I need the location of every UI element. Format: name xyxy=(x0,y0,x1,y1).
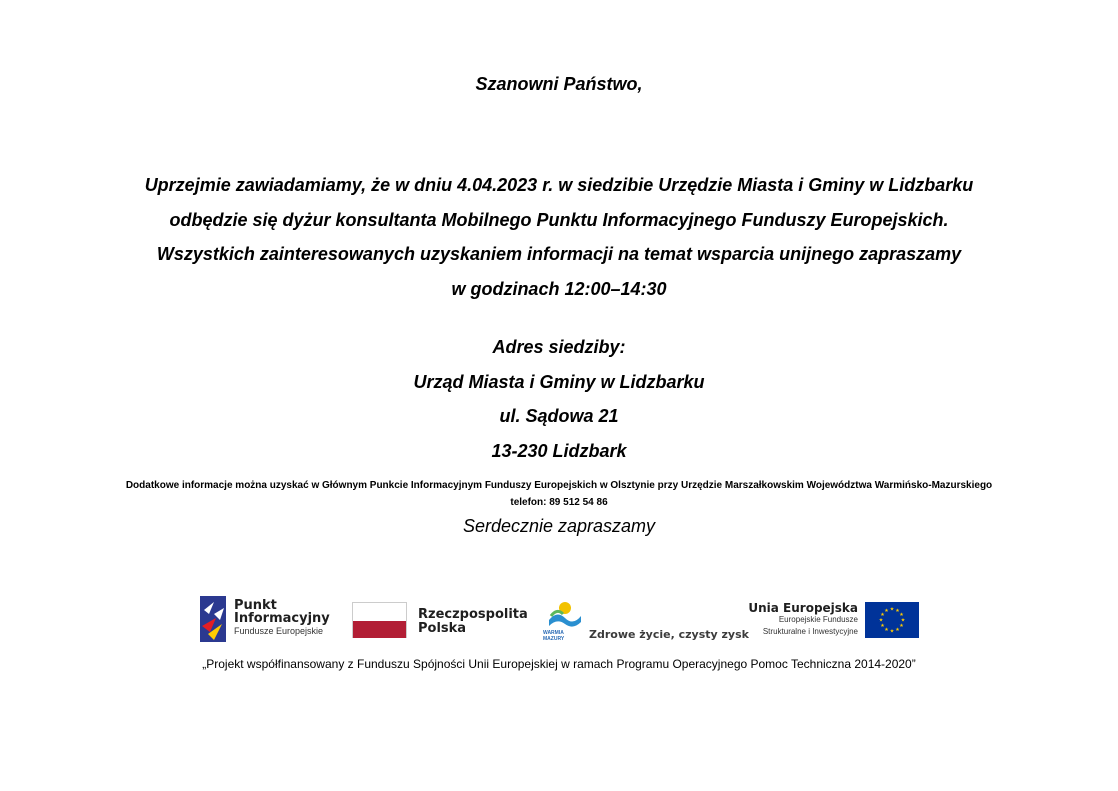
eu-star-icon: ★ xyxy=(899,612,904,619)
eu-star-icon: ★ xyxy=(900,617,906,624)
greeting: Szanowni Państwo, xyxy=(475,74,643,94)
eu-logo-line: Strukturalne i Inwestycyjne xyxy=(762,627,858,636)
mazury-label: MAZURY xyxy=(543,636,565,642)
announcement-line: Uprzejmie zawiadamiamy, że w dniu 4.04.2023 r. w siedzibie Urzędzie Miasta i Gminy w Lidzbarku xyxy=(144,175,974,195)
eu-star-icon: ★ xyxy=(895,608,900,615)
fe-star-icon xyxy=(200,596,228,642)
warmia-label: WARMIA xyxy=(543,630,564,636)
eu-star-icon: ★ xyxy=(878,617,884,624)
address-line: 13-230 Lidzbark xyxy=(491,440,627,461)
announcement-line: w godzinach 12:00–14:30 xyxy=(451,279,667,300)
eu-logo-line: Europejskie Fundusze xyxy=(778,615,858,624)
rp-logo-line: Rzeczpospolita xyxy=(418,607,528,622)
fe-logo-subtitle: Fundusze Europejskie xyxy=(234,626,324,636)
eu-star-icon: ★ xyxy=(895,627,900,634)
eu-star-icon: ★ xyxy=(880,612,885,619)
fe-logo xyxy=(200,596,335,644)
eu-star-icon: ★ xyxy=(889,628,895,635)
address-block xyxy=(0,330,1118,468)
eu-star-icon: ★ xyxy=(884,627,889,634)
eu-logo xyxy=(748,600,923,642)
warmia-mazury-logo xyxy=(543,600,749,644)
warmia-mazury-slogan: Zdrowe życie, czysty zysk xyxy=(589,628,749,641)
announcement-text xyxy=(0,168,1118,307)
additional-info: Dodatkowe informacje można uzyskać w Głównym Punkcie Informacyjnym Funduszy Europejskich w Olsztynie przy Urzędzie Marszałkowskim Województwa Warmińsko-Mazurskiego xyxy=(125,480,993,491)
polish-flag-icon xyxy=(352,602,407,638)
announcement-line: Wszystkich zainteresowanych uzyskaniem informacji na temat wsparcia unijnego zapraszamy xyxy=(156,244,962,265)
rp-logo xyxy=(352,602,528,642)
warmia-mazury-sun-icon xyxy=(545,600,585,630)
closing-text: Serdecznie zapraszamy xyxy=(462,516,656,536)
eu-star-icon: ★ xyxy=(884,608,889,615)
eu-logo-title: Unia Europejska xyxy=(748,601,858,615)
eu-star-icon: ★ xyxy=(889,606,895,613)
phone-number: telefon: 89 512 54 86 xyxy=(510,497,608,508)
fe-logo-line: Punkt xyxy=(234,598,277,613)
announcement-line: odbędzie się dyżur konsultanta Mobilnego Punktu Informacyjnego Funduszy Europejskich. xyxy=(169,209,949,230)
eu-star-icon: ★ xyxy=(899,623,904,630)
eu-star-icon: ★ xyxy=(880,623,885,630)
project-footer: „Projekt współfinansowany z Funduszu Spójności Unii Europejskiej w ramach Programu Operacyjnego Pomoc Techniczna 2014-2020” xyxy=(202,657,916,671)
fe-logo-line: Informacyjny xyxy=(234,610,330,626)
rp-logo-line: Polska xyxy=(418,621,467,636)
address-line: Urząd Miasta i Gminy w Lidzbarku xyxy=(413,371,705,392)
address-heading: Adres siedziby: xyxy=(492,337,626,357)
eu-flag-icon xyxy=(865,602,919,638)
address-line: ul. Sądowa 21 xyxy=(499,406,619,426)
